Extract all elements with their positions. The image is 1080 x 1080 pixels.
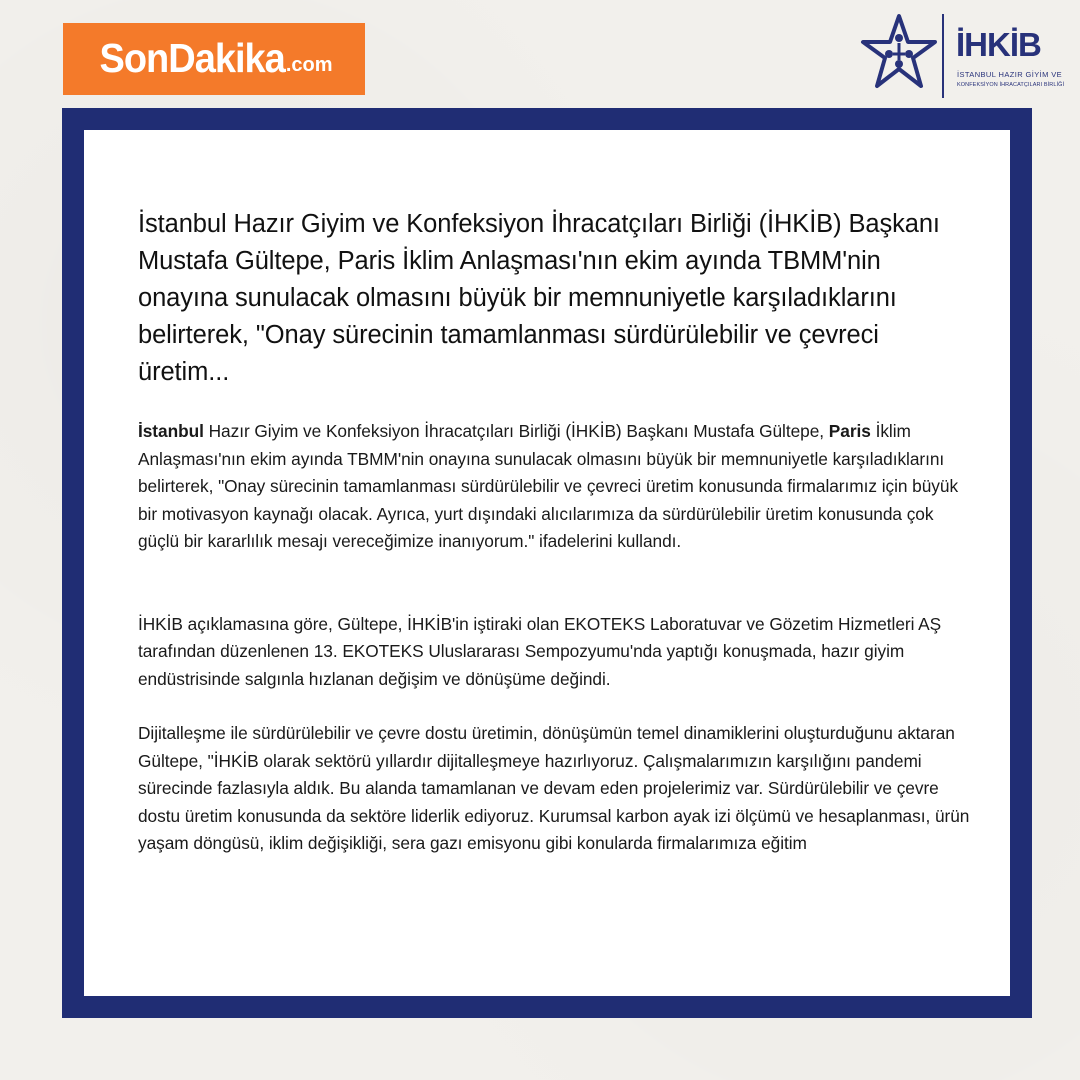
org-subtitle-line1: İSTANBUL HAZIR GİYİM VE — [957, 70, 1063, 79]
org-subtitle-line2: KONFEKSİYON İHRACATÇILARI BİRLİĞİ — [957, 82, 1065, 88]
brand-name: SonDakika — [99, 35, 285, 82]
text-fade-overlay — [84, 941, 1010, 996]
article-frame — [62, 108, 1032, 1018]
article-card — [84, 130, 1010, 996]
article-paragraph-2: İHKİB açıklamasına göre, Gültepe, İHKİB'in iştiraki olan EKOTEKS Laboratuvar ve Gözetim Hizmetleri AŞ tarafından düzenlenen 13. EKOTEKS Uluslararası Sempozyumu'nda yaptığı konuşmada, hazır giyim endüstrisinde salgınla hızlanan değişim ve dönüşüme değindi. — [138, 613, 942, 689]
article-paragraph-1 — [138, 418, 970, 556]
bold-keyword-paris: Paris — [828, 421, 871, 441]
brand-extension: .com — [285, 53, 333, 76]
paragraph-1-text-a: Hazır Giyim ve Konfeksiyon İhracatçıları Birliği (İHKİB) Başkanı Mustafa Gültepe, — [203, 421, 829, 441]
paragraph-1-text-b: İklim Anlaşması'nın ekim ayında TBMM'nin onayına sunulacak olmasını büyük bir memnuniyetle karşıladıklarını belirterek, "Onay sürecinin tamamlanması sürdürülebilir ve çevreci üretim konusunda firmalarımız için büyük bir motivasyon kaynağı olacak. Ayrıca, yurt dışındaki alıcılarımıza da sürdürülebilir üretim konusunda çok güçlü bir kararlılık mesajı vereceğimize inanıyorum." ifadelerini kullandı. — [138, 421, 959, 551]
org-name: İHKİB — [956, 26, 1041, 63]
ihkib-logo — [860, 10, 1065, 102]
article-paragraph-3: Dijitalleşme ile sürdürülebilir ve çevre dostu üretimin, dönüşümün temel dinamiklerini oluşturduğunu aktaran Gültepe, "İHKİB olarak sektörü yıllardır dijitalleşmeye hazırlıyoruz. Çalışmalarımızın karşılığını pandemi sürecinde fazlasıyla aldık. Bu alanda tamamlanan ve devam eden projelerimiz var. Sürdürülebilir ve çevre dostu üretim konusunda da sektöre liderlik ediyoruz. Kurumsal karbon ayak izi ölçümü ve hesaplanması, ürün yaşam döngüsü, iklim değişikliği, sera gazı emisyonu gibi konularda firmalarımıza eğitim — [138, 723, 970, 853]
star-emblem-icon — [860, 10, 938, 96]
bold-keyword-istanbul: İstanbul — [138, 421, 204, 441]
article-headline: İstanbul Hazır Giyim ve Konfeksiyon İhracatçıları Birliği (İHKİB) Başkanı Mustafa Gültepe, Paris İklim Anlaşması'nın ekim ayında TBMM'nin onayına sunulacak olmasını büyük bir memnuniyetle karşıladıklarını belirterek, "Onay sürecinin tamamlanması sürdürülebilir ve çevreci üretim... — [138, 210, 940, 386]
logo-divider — [942, 14, 944, 98]
sondakika-logo[interactable] — [63, 23, 365, 95]
